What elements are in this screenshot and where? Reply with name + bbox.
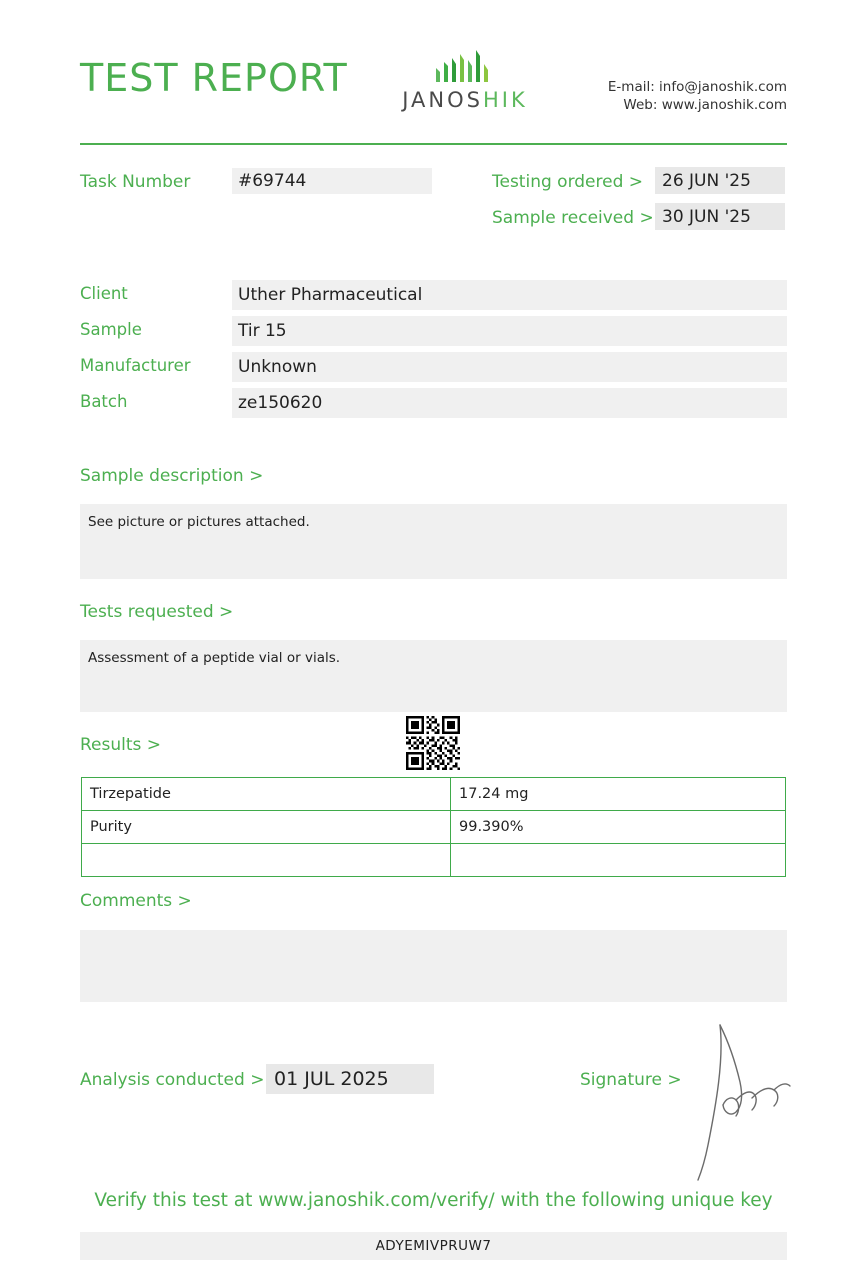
info-value-client: Uther Pharmaceutical — [232, 280, 787, 310]
info-key-batch: Batch — [80, 392, 128, 411]
logo-wordmark-dark: JANOS — [402, 88, 483, 112]
mountain-chart-logo-icon — [375, 48, 555, 84]
comments-box — [80, 930, 787, 1002]
info-row — [80, 388, 787, 418]
janoshik-logo — [375, 48, 555, 112]
comments-heading: Comments > — [80, 891, 192, 911]
info-row — [80, 352, 787, 382]
info-row — [80, 316, 787, 346]
contact-block — [608, 78, 787, 114]
testing-ordered-value: 26 JUN '25 — [655, 167, 785, 194]
task-number-value: #69744 — [232, 168, 432, 194]
result-value: 17.24 mg — [451, 778, 786, 811]
analysis-conducted-label: Analysis conducted > — [80, 1070, 265, 1090]
results-heading: Results > — [80, 735, 162, 755]
table-row — [82, 778, 786, 811]
result-name — [82, 844, 451, 877]
result-name: Tirzepatide — [82, 778, 451, 811]
qr-code-icon — [406, 716, 460, 770]
logo-wordmark-green: HIK — [483, 88, 528, 112]
info-value-sample: Tir 15 — [232, 316, 787, 346]
info-key-client: Client — [80, 284, 128, 303]
verify-text: Verify this test at www.janoshik.com/verify/ with the following unique key — [94, 1190, 773, 1211]
info-key-sample: Sample — [80, 320, 142, 339]
unique-key-value: ADYEMIVPRUW7 — [80, 1232, 787, 1260]
report-header — [80, 48, 787, 126]
handwritten-signature-icon — [690, 1020, 800, 1185]
testing-ordered-label: Testing ordered > — [492, 172, 644, 192]
logo-wordmark — [375, 88, 555, 112]
result-name: Purity — [82, 811, 451, 844]
tests-requested-heading: Tests requested > — [80, 602, 234, 622]
result-value: 99.390% — [451, 811, 786, 844]
results-table — [81, 777, 786, 877]
signature-label: Signature > — [580, 1070, 682, 1090]
result-value — [451, 844, 786, 877]
table-row — [82, 844, 786, 877]
sample-description-box: See picture or pictures attached. — [80, 504, 787, 579]
info-value-manufacturer: Unknown — [232, 352, 787, 382]
sample-received-label: Sample received > — [492, 208, 654, 228]
sample-received-value: 30 JUN '25 — [655, 203, 785, 230]
sample-description-heading: Sample description > — [80, 466, 264, 486]
contact-email: E-mail: info@janoshik.com — [607, 79, 787, 95]
info-key-manufacturer: Manufacturer — [80, 356, 191, 375]
tests-requested-box: Assessment of a peptide vial or vials. — [80, 640, 787, 712]
contact-web: Web: www.janoshik.com — [623, 97, 787, 113]
table-row — [82, 811, 786, 844]
header-divider — [80, 143, 787, 145]
page-title: TEST REPORT — [80, 56, 348, 100]
info-value-batch: ze150620 — [232, 388, 787, 418]
task-number-label: Task Number — [80, 172, 191, 192]
analysis-conducted-value: 01 JUL 2025 — [266, 1064, 434, 1094]
info-block — [80, 280, 787, 424]
info-row — [80, 280, 787, 310]
